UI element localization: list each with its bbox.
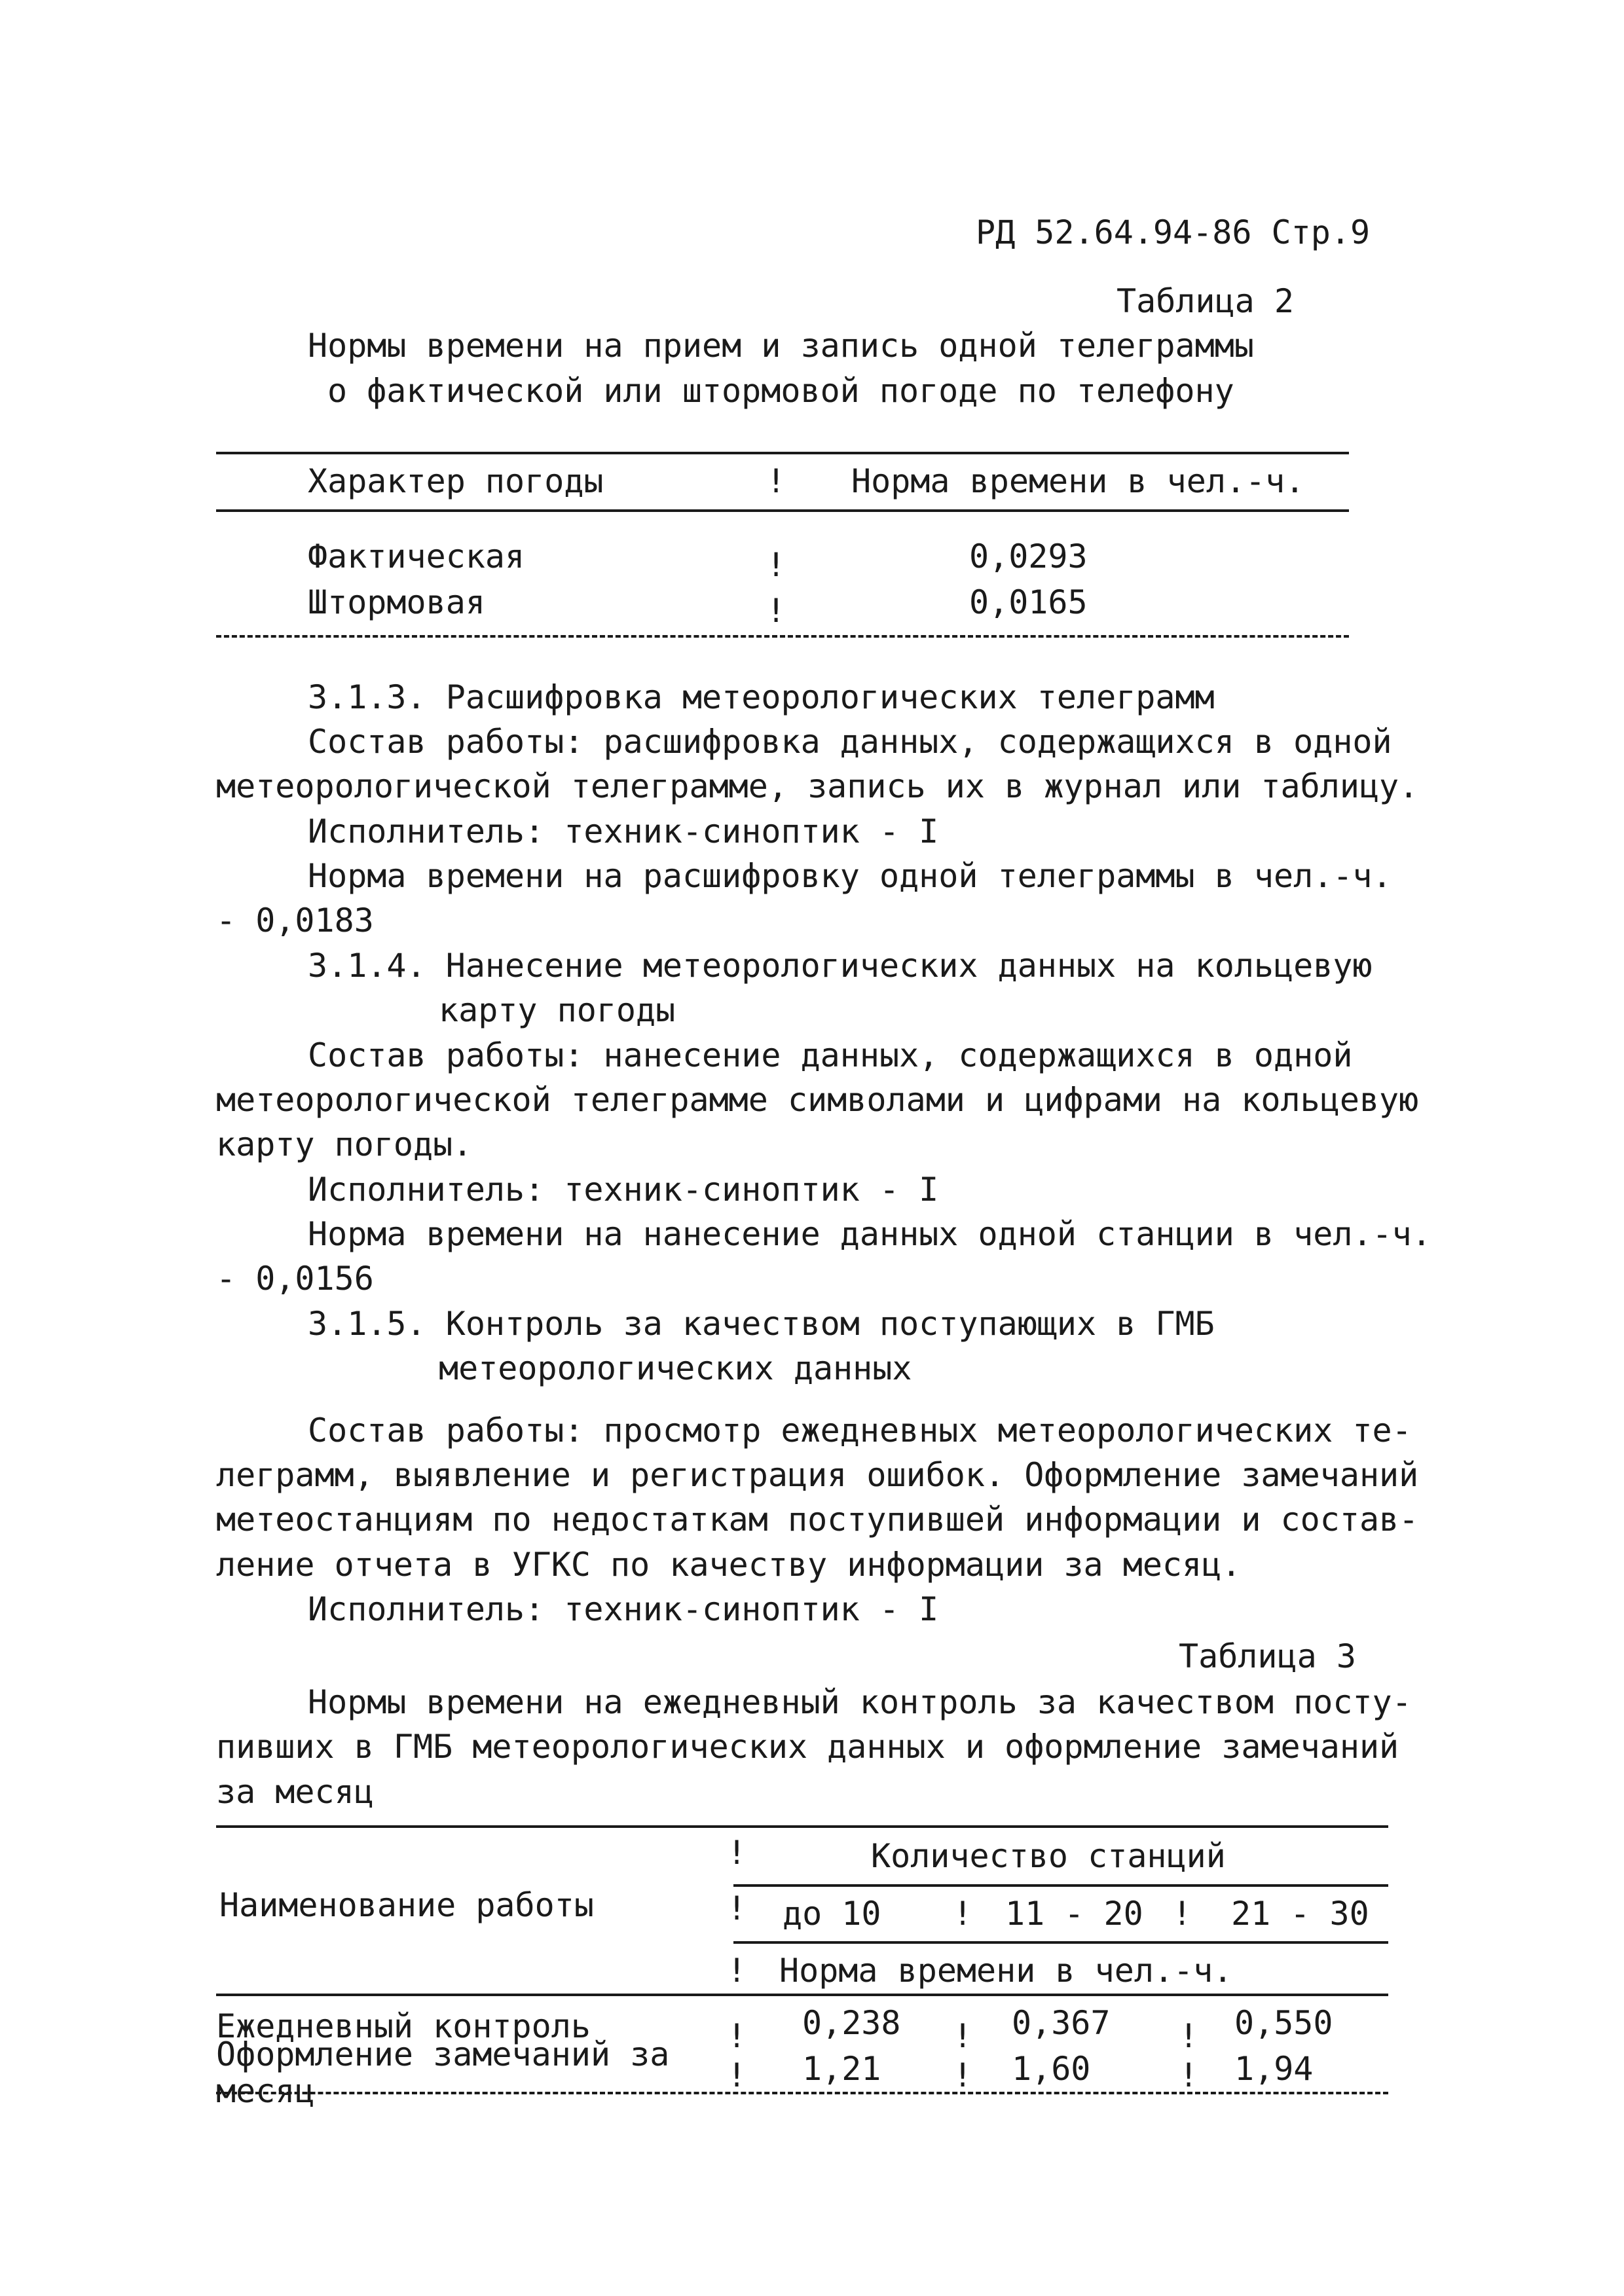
table3-top-rule — [216, 1825, 1388, 1828]
table2-bottom-rule — [216, 635, 1349, 638]
section-313-norm-value: - 0,0183 — [216, 902, 374, 939]
table3-header-bucket: 21 - 30 — [1231, 1895, 1369, 1933]
table3-row-separator: ! — [953, 2056, 973, 2094]
doc-reference: РД 52.64.94-86 Стр.9 — [976, 213, 1371, 251]
table2-row-name: Штормовая — [308, 583, 485, 621]
section-315-heading: 3.1.5. Контроль за качеством поступающих в ГМБ — [308, 1305, 1215, 1343]
table2-top-rule — [216, 452, 1349, 454]
section-314-norm-value: - 0,0156 — [216, 1260, 374, 1298]
table3-row-name: Оформление замечаний за месяц — [216, 2035, 670, 2110]
table3-title-line2: пивших в ГМБ метеорологических данных и оформление замечаний — [216, 1728, 1399, 1766]
table3-row-separator: ! — [1179, 2056, 1199, 2094]
section-314-heading: карту погоды — [439, 991, 676, 1029]
table3-header-separator: ! — [727, 1834, 747, 1872]
table3-header-bucket: до 10 — [783, 1895, 881, 1933]
table3-header-rule — [216, 1994, 1388, 1996]
section-313-executor: Исполнитель: техник-синоптик - I — [308, 812, 939, 850]
table3-header-separator: ! — [727, 1889, 747, 1927]
table3-header-stations: Количество станций — [871, 1837, 1226, 1875]
table2-row-separator: ! — [766, 592, 786, 630]
table3-row-separator: ! — [1179, 2017, 1199, 2055]
table3-row-value: 0,367 — [1012, 2004, 1111, 2042]
table3-row-separator: ! — [727, 2017, 747, 2055]
table3-title-line3: за месяц — [216, 1773, 374, 1811]
section-314-composition: Состав работы: нанесение данных, содержащихся в одной — [308, 1036, 1353, 1074]
table3-title-line1: Нормы времени на ежедневный контроль за качеством посту- — [308, 1683, 1412, 1721]
table3-norm-row: Норма времени в чел.-ч. — [779, 1952, 1233, 1990]
table3-bottom-rule — [216, 2092, 1388, 2094]
table3-header-work: Наименование работы — [219, 1886, 594, 1924]
section-314-executor: Исполнитель: техник-синоптик - I — [308, 1171, 939, 1209]
table3-row-value: 0,238 — [802, 2004, 901, 2042]
table2-header-separator: ! — [766, 462, 786, 500]
table3-header-separator: ! — [1172, 1895, 1192, 1933]
section-313-norm: Норма времени на расшифровку одной телеграммы в чел.-ч. — [308, 857, 1392, 895]
section-315-heading: метеорологических данных — [439, 1349, 912, 1387]
table2-header-norm: Норма времени в чел.-ч. — [851, 462, 1305, 500]
table3-header-separator: ! — [727, 1952, 747, 1990]
section-314-norm: Норма времени на нанесение данных одной станции в чел.-ч. — [308, 1215, 1431, 1253]
table3-row-value: 1,21 — [802, 2050, 881, 2088]
table3-header-separator: ! — [953, 1895, 973, 1933]
section-315-composition: ление отчета в УГКС по качеству информации за месяц. — [216, 1546, 1242, 1584]
table3-stations-rule — [733, 1884, 1388, 1887]
section-313-heading: 3.1.3. Расшифровка метеорологических телеграмм — [308, 678, 1215, 716]
section-315-composition: метеостанциям по недостаткам поступившей информации и состав- — [216, 1501, 1419, 1539]
table2-header-weather: Характер погоды — [308, 462, 604, 500]
table3-row-separator: ! — [953, 2017, 973, 2055]
table3-row-value: 1,60 — [1012, 2050, 1091, 2088]
section-313-composition: метеорологической телеграмме, запись их в журнал или таблицу. — [216, 767, 1419, 805]
table2-row-name: Фактическая — [308, 538, 525, 575]
table2-label: Таблица 2 — [1116, 282, 1294, 320]
table3-header-bucket: 11 - 20 — [1005, 1895, 1143, 1933]
section-313-composition: Состав работы: расшифровка данных, содержащихся в одной — [308, 723, 1392, 761]
table3-bucket-rule — [733, 1941, 1388, 1944]
table3-row-value: 0,550 — [1234, 2004, 1333, 2042]
table2-header-rule — [216, 509, 1349, 512]
section-315-composition: леграмм, выявление и регистрация ошибок. Оформление замечаний — [216, 1456, 1419, 1494]
section-314-composition: карту погоды. — [216, 1125, 473, 1163]
table2-title-line2: о фактической или штормовой погоде по телефону — [327, 372, 1234, 410]
table3-label: Таблица 3 — [1179, 1637, 1356, 1675]
section-315-executor: Исполнитель: техник-синоптик - I — [308, 1590, 939, 1628]
table2-row-value: 0,0293 — [969, 538, 1088, 575]
table3-row-separator: ! — [727, 2056, 747, 2094]
table3-row-name: Ежедневный контроль — [216, 2007, 591, 2045]
table2-title-line1: Нормы времени на прием и запись одной телеграммы — [308, 327, 1254, 365]
section-314-composition: метеорологической телеграмме символами и цифрами на кольцевую — [216, 1081, 1419, 1119]
table2-row-value: 0,0165 — [969, 583, 1088, 621]
section-314-heading: 3.1.4. Нанесение метеорологических данных на кольцевую — [308, 947, 1373, 985]
section-315-composition: Состав работы: просмотр ежедневных метеорологических те- — [308, 1412, 1412, 1449]
table2-row-separator: ! — [766, 546, 786, 584]
table3-row-value: 1,94 — [1234, 2050, 1314, 2088]
